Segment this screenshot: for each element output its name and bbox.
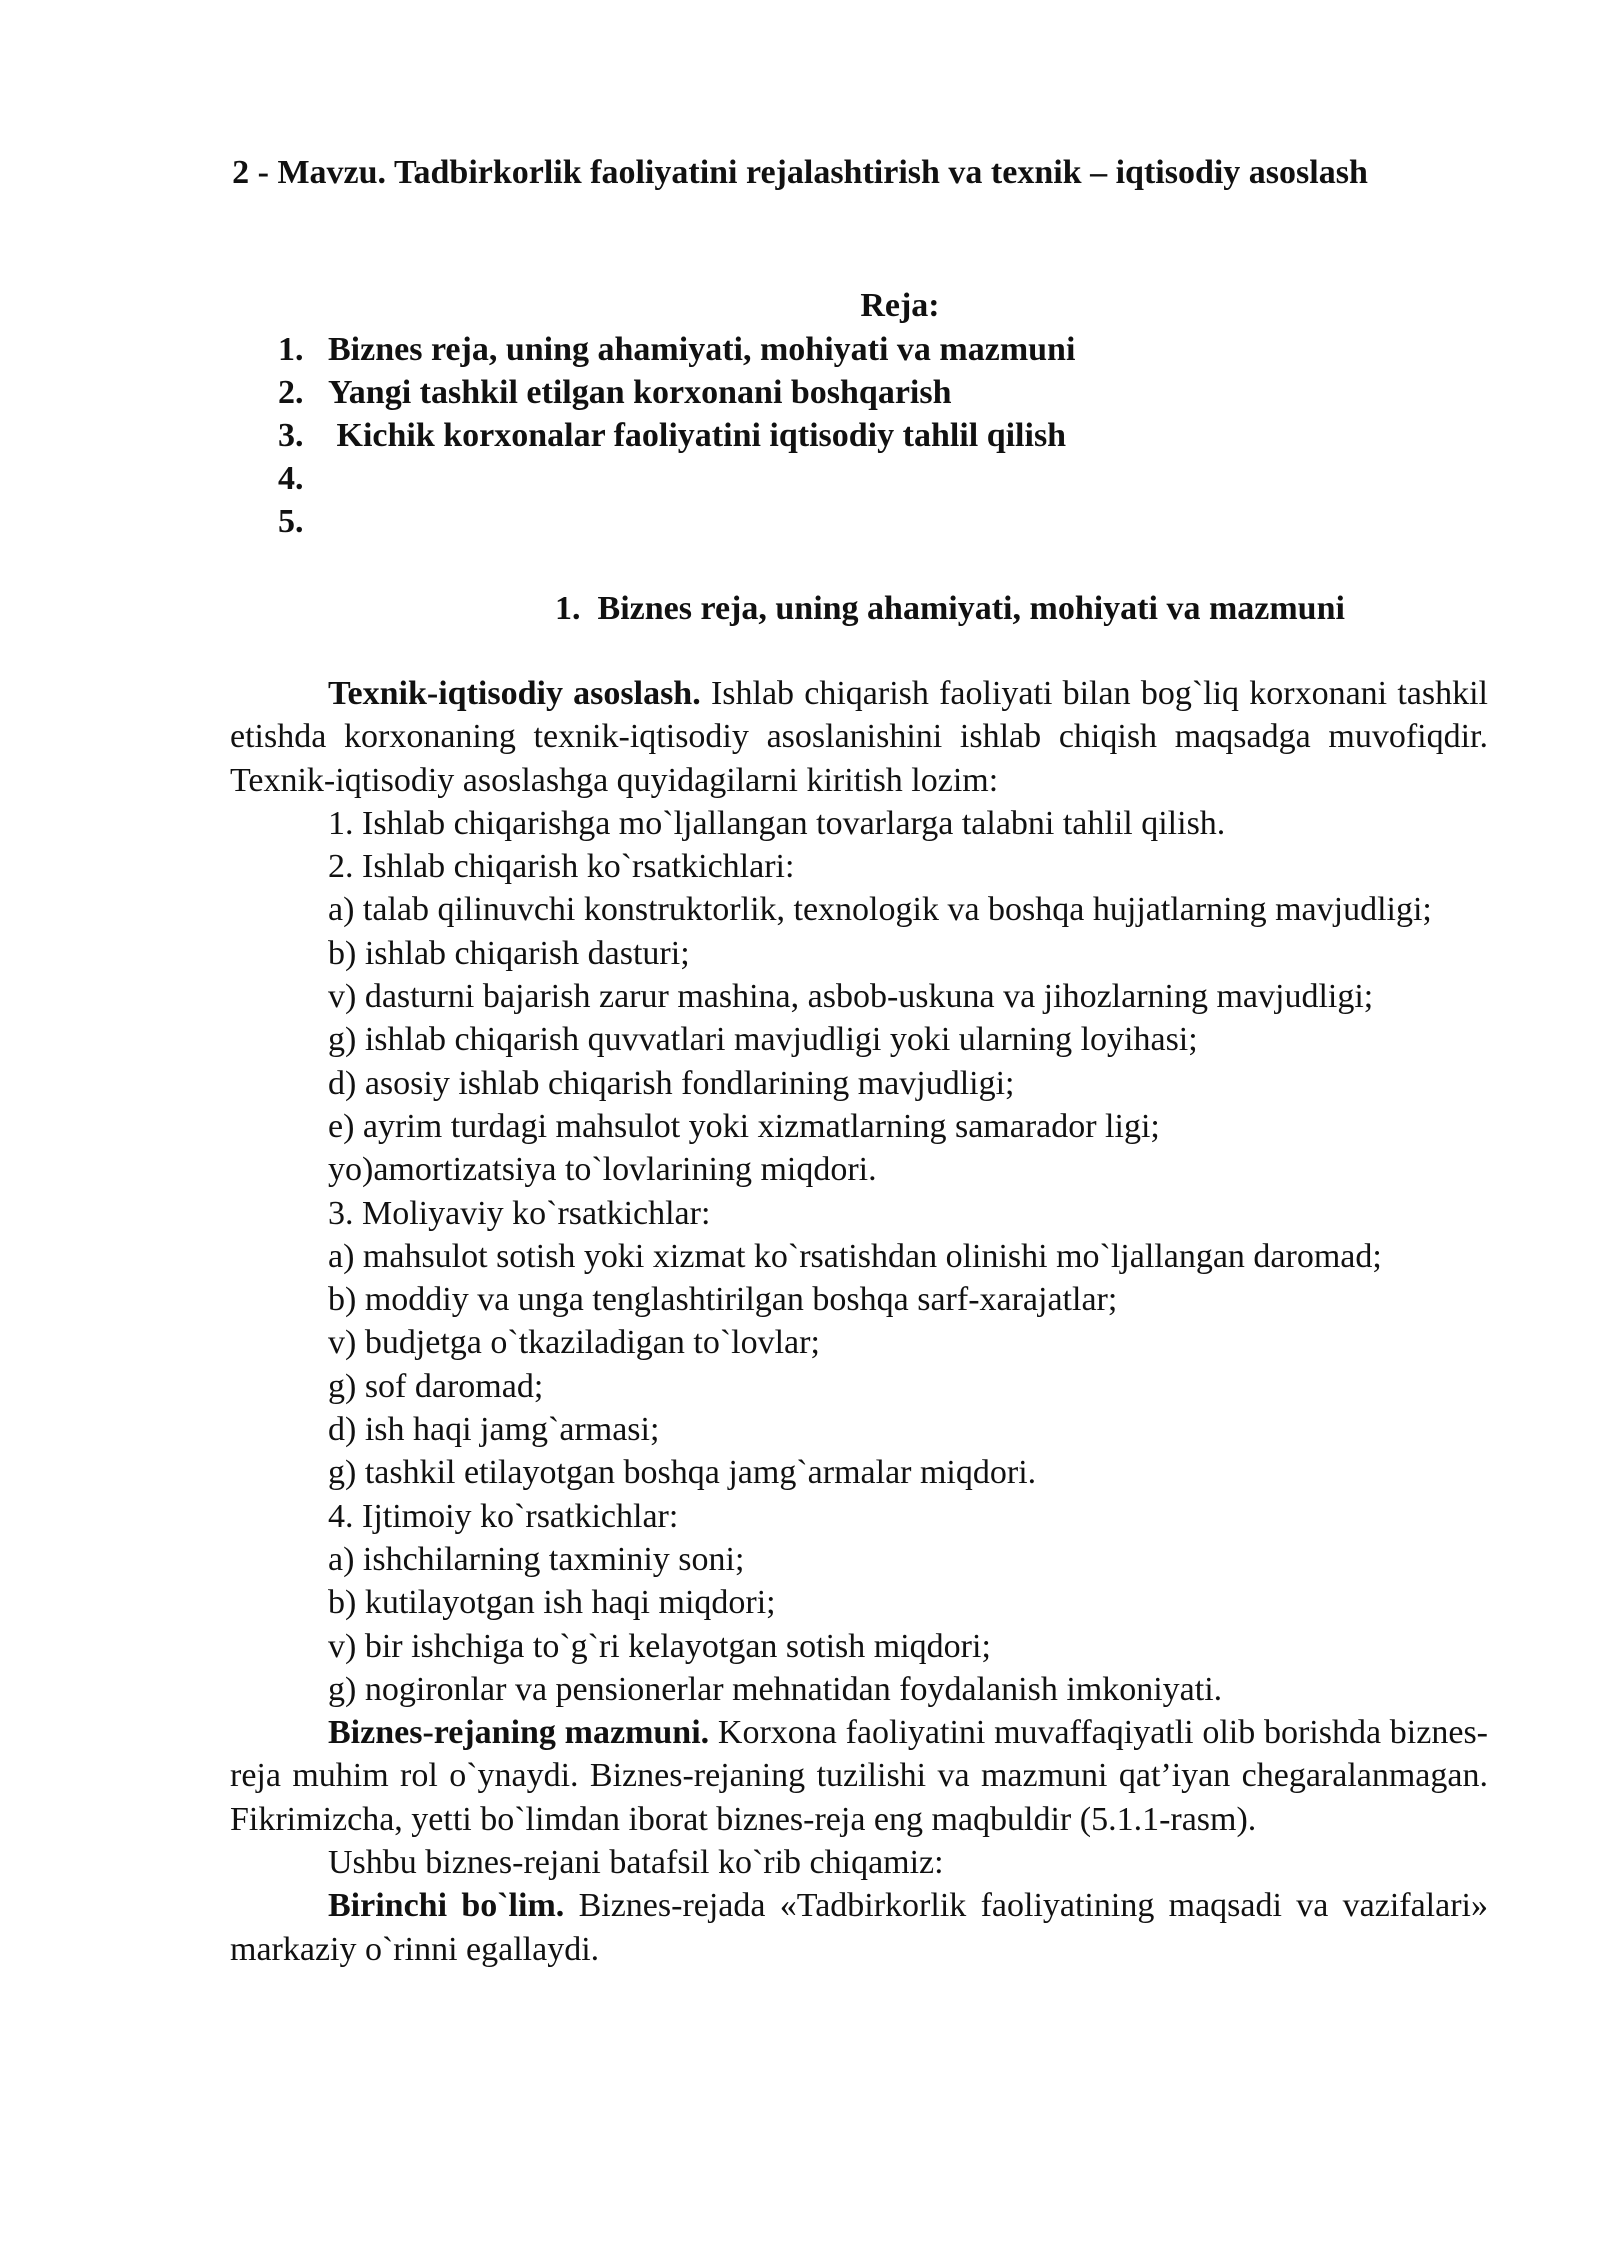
paragraph-text: Korxona faoliyatini muvaffaqiyatli olib borishda biznes-reja muhim rol o`ynaydi. Biznes-rejaning tuzilishi va mazmuni qat’iyan chegaralanmagan. Fikrimizcha, yetti bo`limdan iborat biznes-reja eng maqbuldir (5.1.1-rasm). bbox=[230, 1714, 1488, 1838]
paragraph-business-plan-content bbox=[230, 1711, 1488, 1841]
list-item: g) sof daromad; bbox=[328, 1367, 544, 1405]
list-item: e) ayrim turdagi mahsulot yoki xizmatlarning samarador ligi; bbox=[328, 1107, 1160, 1145]
document-title: 2 - Mavzu. Tadbirkorlik faoliyatini rejalashtirish va texnik – iqtisodiy asoslash bbox=[232, 154, 1368, 191]
plan-item-number: 1. bbox=[278, 331, 304, 368]
plan-item bbox=[278, 457, 1478, 500]
list-item: 3. Moliyaviy ko`rsatkichlar: bbox=[328, 1194, 711, 1232]
list-item: g) ishlab chiqarish quvvatlari mavjudligi yoki ularning loyihasi; bbox=[328, 1021, 1198, 1059]
paragraph-lead: Texnik-iqtisodiy asoslash. bbox=[328, 675, 701, 712]
list-item: 4. Ijtimoiy ko`rsatkichlar: bbox=[328, 1497, 679, 1535]
list-item: d) ish haqi jamg`armasi; bbox=[328, 1411, 660, 1449]
list-item: b) kutilayotgan ish haqi miqdori; bbox=[328, 1584, 776, 1622]
list-item: v) budjetga o`tkaziladigan to`lovlar; bbox=[328, 1324, 820, 1362]
plan-heading: Reja: bbox=[860, 287, 940, 324]
list-item: v) dasturni bajarish zarur mashina, asbob-uskuna va jihozlarning mavjudligi; bbox=[328, 978, 1374, 1016]
list-item: a) mahsulot sotish yoki xizmat ko`rsatishdan olinishi mo`ljallangan daromad; bbox=[328, 1237, 1382, 1275]
list-item: d) asosiy ishlab chiqarish fondlarining mavjudligi; bbox=[328, 1064, 1015, 1102]
list-item: a) talab qilinuvchi konstruktorlik, texnologik va boshqa hujjatlarning mavjudligi; bbox=[328, 891, 1432, 929]
section-heading: 1. Biznes reja, uning ahamiyati, mohiyati va mazmuni bbox=[555, 590, 1345, 627]
plan-list bbox=[278, 328, 1478, 543]
list-item: a) ishchilarning taxminiy soni; bbox=[328, 1540, 745, 1578]
list-item: yo)amortizatsiya to`lovlarining miqdori. bbox=[328, 1151, 877, 1189]
list-item: g) tashkil etilayotgan boshqa jamg`armalar miqdori. bbox=[328, 1454, 1037, 1492]
paragraph-text: Biznes-rejada «Tadbirkorlik faoliyatining maqsadi va vazifalari» markaziy o`rinni egallaydi. bbox=[230, 1887, 1488, 1968]
paragraph-technical-justification bbox=[230, 672, 1488, 802]
paragraph: Ushbu biznes-rejani batafsil ko`rib chiqamiz: bbox=[328, 1844, 944, 1882]
paragraph-text: Ishlab chiqarish faoliyati bilan bog`liq korxonani tashkil etishda korxonaning texnik-iqtisodiy asoslanishini ishlab chiqish maqsadga muvofiqdir. Texnik-iqtisodiy asoslashga quyidagilarni kiritish lozim: bbox=[230, 675, 1488, 799]
plan-item bbox=[278, 371, 1478, 414]
list-item: 1. Ishlab chiqarishga mo`ljallangan tovarlarga talabni tahlil qilish. bbox=[328, 804, 1226, 842]
paragraph-lead: Biznes-rejaning mazmuni. bbox=[328, 1714, 710, 1752]
body-text bbox=[230, 672, 1488, 1971]
paragraph-first-section bbox=[230, 1884, 1488, 1971]
list-item: 2. Ishlab chiqarish ko`rsatkichlari: bbox=[328, 848, 795, 886]
plan-item-number: 3. bbox=[278, 417, 304, 454]
list-item: b) moddiy va unga tenglashtirilgan boshqa sarf-xarajatlar; bbox=[328, 1281, 1118, 1319]
plan-item bbox=[278, 328, 1478, 371]
plan-item-text: Yangi tashkil etilgan korxonani boshqarish bbox=[328, 374, 952, 411]
plan-item-number: 5. bbox=[278, 503, 304, 540]
plan-item-text: Kichik korxonalar faoliyatini iqtisodiy tahlil qilish bbox=[328, 417, 1067, 454]
list-item: v) bir ishchiga to`g`ri kelayotgan sotish miqdori; bbox=[328, 1627, 991, 1665]
paragraph-lead: Birinchi bo`lim. bbox=[328, 1887, 565, 1925]
plan-item-number: 4. bbox=[278, 460, 304, 497]
plan-item-number: 2. bbox=[278, 374, 304, 411]
list-item: g) nogironlar va pensionerlar mehnatidan foydalanish imkoniyati. bbox=[328, 1670, 1223, 1708]
plan-item bbox=[278, 414, 1478, 457]
plan-item-text: Biznes reja, uning ahamiyati, mohiyati va mazmuni bbox=[328, 331, 1076, 368]
list-item: b) ishlab chiqarish dasturi; bbox=[328, 934, 690, 972]
plan-item bbox=[278, 500, 1478, 543]
